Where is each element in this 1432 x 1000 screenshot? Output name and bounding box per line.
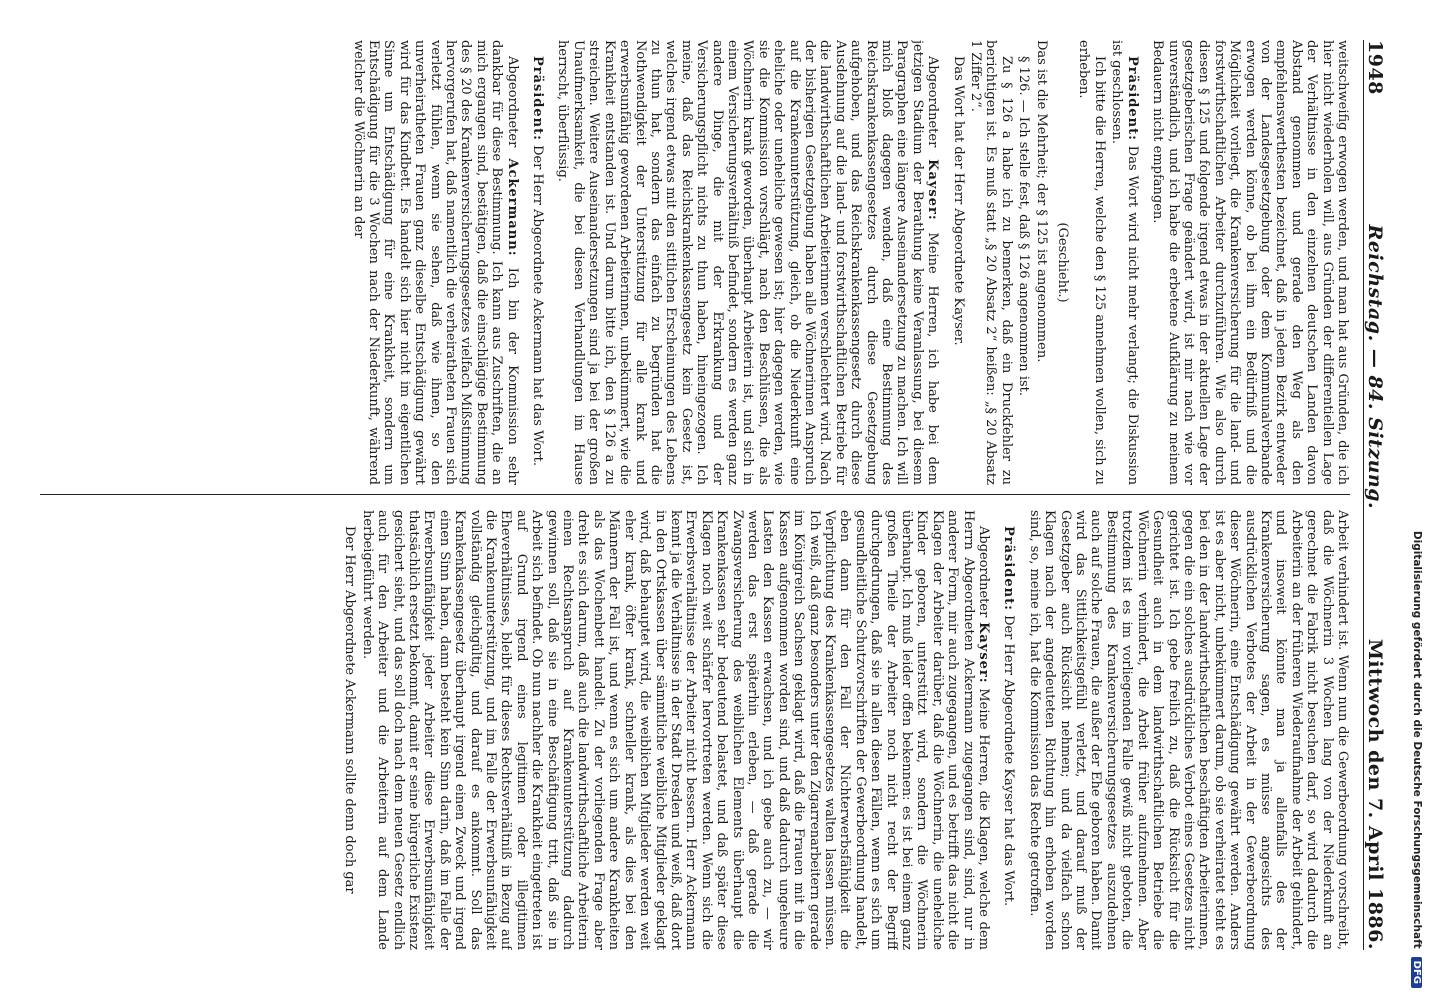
speech-text: Meine Herren, ich habe bei dem jetzigen Stadium der Berathung keine Veranlassung, bei diesem Paragraphen eine längere Auseinandersetzung zu machen. Ich will mich bloß dagegen wenden, daß eine Bestimmung des Reichskrankenkassengesetzes durch diese Gesetzgebung aufgehoben, und das Reichskrankenkassengesetz durch diese Ausdehnung auf die land- und forstwirthschaftlichen Betriebe für die landwirthschaftlichen Arbeiterinnen verschlechtert wird. Nach der bisherigen Gesetzgebung haben alle Wöchnerinnen Anspruch auf die Krankenunterstützung, gleich, ob die Niederkunft eine eheliche oder uneheliche gewesen ist; hier dagegen werden, wie sie die Kommission vorschlägt, nach den Beschlüssen, die als Wöchnerin krank geworden, überhaupt Arbeiterin ist, und sich in einem Versicherungsverhältniß befindet, sondern es werden ganz andere Dinge, die mit der Erkrankung und der Versicherungspflicht nichts zu thun haben, hineingezogen. Ich meine, daß das Reichskrankenkassengesetz kein Gesetz ist, welches irgend etwas mit den sittlichen Erscheinungen des Lebens zu thun hat, sondern das einfach zu begründen hat die Nothwendigkeit der Unterstützung für alle krank und erwerbsunfähig gewordenen Arbeiterinnen, unbekümmert, wie die Krankheit entstanden ist. Und darum bitte ich, den § 126 a zu streichen. Weitere Auseinandersetzungen sind ja bei der großen Unaufmerksamkeit, die bei diesen Verhandlungen im Hause herrscht, überflüssig. bbox=[555, 40, 941, 485]
paragraph-gap bbox=[1140, 40, 1148, 485]
body-paragraph: § 126. — Ich stelle fest, daß § 126 angenommen ist. bbox=[1016, 56, 1032, 396]
paragraph-gap bbox=[940, 40, 948, 485]
text-column-left bbox=[30, 40, 1350, 485]
body-paragraph: Der Herr Abgeordnete Ackermann sollte denn doch gar bbox=[342, 526, 358, 894]
page-header bbox=[1363, 40, 1392, 950]
speaker-title: Abgeordneter bbox=[976, 526, 992, 618]
speaker-name: Kayser: bbox=[976, 622, 992, 684]
credit-text: Digitalisierung gefördert durch die Deutsche Forschungsgemeinschaft bbox=[1411, 530, 1423, 949]
paragraph-gap bbox=[520, 40, 528, 485]
speaker-name: Präsident: bbox=[1001, 526, 1017, 611]
column-divider bbox=[40, 494, 1350, 495]
paragraph-gap bbox=[991, 510, 999, 950]
speech-paragraph bbox=[1109, 40, 1140, 485]
digitization-credit bbox=[1402, 0, 1432, 1000]
speech-paragraph bbox=[530, 40, 545, 485]
page-date: Mittwoch den 7. April 1886. bbox=[1364, 638, 1386, 950]
speech-text: Der Herr Abgeordnete Kayser hat das Wort. bbox=[1001, 615, 1017, 907]
speech-paragraph bbox=[359, 510, 991, 950]
stage-direction: (Geschieht.) bbox=[1055, 222, 1071, 303]
speech-paragraph bbox=[350, 40, 519, 485]
speaker-title: Abgeordneter bbox=[504, 56, 520, 148]
body-paragraph: Zu § 126 a habe ich zu bemerken, daß ein Druckfehler zu berichtigen ist. Es muß statt „§ 20 Absatz 2“ heißen: „§ 20 Absatz 1 Ziffer 2“. bbox=[968, 40, 1014, 485]
speech-text: Ich bin der Kommission sehr dankbar für diese Bestimmung. Ich kann aus Zuschriften, die an mich ergangen sind, bestätigen, daß die einschlägige Bestimmung des § 20 des Krankenversicherungsgesetzes vielfach Mißstimmung hervorgerufen hat, daß namentlich die verheiratheten Frauen sich verletzt fühlen, wenn sie sehen, daß wie ihnen, so den unverheiratheten Frauen ganz dieselbe Entschädigung gewährt wird für das Kindbett. Es handelt sich hier nicht im eigentlichen Sinne um Entschädigung für eine Krankheit, sondern um Entschädigung für die 3 Wochen nach der Niederkunft, während welcher die Wöchnerin an der bbox=[350, 40, 520, 485]
body-paragraph: Arbeit verhindert ist. Wenn nun die Gewerbeordnung vorschreibt, daß die Wöchnerin 3 Wochen lang von der Niederkunft an gerechnet die Fabrik nicht besuchen darf, so wird dadurch die Arbeiterin an der früheren Wiederaufnahme der Arbeit gehindert, und insoweit könnte man ja allenfalls des der Krankenversicherung sagen, es müsse angesichts des ausdrücklichen Verbotes der Arbeit in der Gewerbeordnung dieser Wöchnerin, eine Entschädigung gewährt werden. Anders ist es aber nicht, unbekümmert darum, ob sie verheiratet steht es bei den in der landwirthschaftlichen beschäftigten Arbeiterinnen, gegen die ein solches ausdrückliches Verbot eines Gesetzes nicht gerichtet ist. Ich gebe freilich zu, daß die Rücksicht für die Gesundheit auch in dem landwirthschaftlichen Betriebe die Wöchnerin verhindert, die Arbeit früher aufzunehmen. Aber trotzdem ist es im vorliegenden Falle gewiß nicht geboten, die Bestimmung des Krankenversicherungsgesetzes auszudehnen auch auf solche Frauen, die außer der Ehe geboren haben. Damit wird das Sittlichkeitsgefühl verletzt, und darauf muß der Gesetzgeber auch Rücksicht nehmen; und da vielfach schon Klagen nach der angedeuteten Richtung hin erhoben worden sind, so, meine ich, hat die Kommission das Rechte getroffen. bbox=[1026, 510, 1350, 950]
body-paragraph: Ich bitte die Herren, welche den § 125 annehmen wollen, sich zu erheben. bbox=[1076, 40, 1107, 485]
body-paragraph: Das Wort hat der Herr Abgeordnete Kayser. bbox=[950, 56, 966, 346]
speech-paragraph bbox=[555, 40, 940, 485]
paragraph-gap bbox=[545, 40, 553, 485]
speaker-name: Kayser: bbox=[925, 159, 941, 221]
speech-text: Meine Herren, die Klagen, welche dem Herrn Abgeordneten Ackermann zugegangen sind, sind, nur in anderer Form, mir auch zugegangen, und es betrifft das nicht die Klagen der Arbeiter darüber, daß die Wöchnerin, die uneheliche Kinder geboren, unterstützt wird, sondern die Wöchnerin überhaupt. Ich muß leider offen bekennen: es ist bei einem ganz großen Theile der Arbeiter noch nicht recht der Begriff durchgedrungen, daß sie in allen diesen Fällen, wenn es sich um gesundheitliche Schutzvorschriften der Gewerbeordnung handelt, eben dann für den Fall der Nichterwerbsfähigkeit die Verpflichtung des Krankenkassengesetzes walten lassen müssen. Ich weiß, daß ganz besonders unter den Zigarrenarbeitern gerade im Königreich Sachsen geklagt wird, daß die Frauen mit in die Kassen aufgenommen worden sind, und daß dadurch ungeheure Lasten den Kassen erwachsen, und ich gebe auch zu, — wir werden das erst späterhin erleben, — daß gerade die Zwangsversicherung des weiblichen Elements überhaupt die Krankenkassen sehr bedeutend belastet, und daß später diese Klagen noch weit schärfer hervortreten werden. Wenn sich die Erwerbsverhältnisse der Arbeiter nicht bessern. Herr Ackermann kennt ja die Verhältnisse in der Stadt Dresden und weiß, daß dort in den Ortskassen über sämmtliche weibliche Mitglieder geklagt wird, daß behauptet wird, die weiblichen Mitglieder werden weit eher krank, öfter krank, schneller krank, als dies bei den Männern der Fall ist, und wenn es sich um andere Krankheiten als das Wochenbett handelt. Zu der vorliegenden Frage aber dreht es sich darum, daß auch die landwirthschaftliche Arbeiterin einen Rechtsanspruch auf Krankenunterstützung dadurch gewinnen soll, daß sie in eine Beschäftigung tritt, daß sie in Arbeit sich befindet. Ob nun nachher die Krankheit eingetreten ist auf Grund irgend eines legitimen oder illegitimen Eheverhältnisses, bleibt für dieses Rechtsverhältniß in Bezug auf die Krankenunterstützung, und im Falle der Erwerbsunfähigkeit vollständig gleichgültig, und darauf es ankommt. Soll das Krankenkassengesetz überhaupt irgend einen Zweck und irgend einen Sinn haben, dann besteht kein Sinn darin, daß im Falle der Erwerbsunfähigkeit jeder Arbeiter diese Erwerbsunfähigkeit thatsächlich ersetzt bekommt, damit er seine bürgerliche Existenz gesichert sieht, und das soll doch nach dem neuen Gesetz endlich auch für den Arbeiter und die Arbeiterin auf dem Lande herbeigeführt werden. bbox=[359, 510, 992, 950]
speech-paragraph bbox=[1001, 510, 1016, 950]
dfg-logo: DFG bbox=[1412, 957, 1423, 988]
body-paragraph: Das ist die Mehrheit; der § 125 ist angenommen. bbox=[1033, 40, 1049, 363]
speaker-name: Präsident: bbox=[1124, 56, 1140, 141]
speaker-name: Ackermann: bbox=[504, 158, 520, 257]
speech-text: Der Herr Abgeordnete Ackermann hat das Wort. bbox=[530, 145, 546, 466]
paragraph-gap bbox=[1016, 510, 1024, 950]
speaker-name: Präsident: bbox=[530, 56, 546, 141]
page-number: 1948 bbox=[1364, 40, 1386, 95]
speech-text: Das Wort wird nicht mehr verlangt; die Diskussion ist geschlossen. bbox=[1109, 40, 1140, 485]
page-title: Reichstag. — 84. Sitzung. bbox=[1364, 224, 1386, 510]
speaker-title: Abgeordneter bbox=[925, 56, 941, 148]
body-paragraph: weitschweifig erwogen werden, und man hat aus Gründen, die ich hier nicht wiederholen will, aus Gründen der differentiellen Lage der Verhältnisse in den einzelnen deutschen Landen davon Abstand genommen und gerade den Weg als den empfehlenswerthesten bezeichnet, daß in jedem Bezirk entweder von der Landesgesetzgebung oder dem Kommunalverbande erwogen werden könne, ob bei ihm ein Bedürfniß und die Möglichkeit vorliegt, die Krankenversicherung für die land- und forstwirthschaftlichen Arbeiter durchzuführen. Wie also durch diesen § 125 und folgende irgend etwas in der aktuellen Lage der gesetzgeberischen Frage geändert wird, ist mir nach wie vor unverständlich, und ich habe die erbetene Aufklärung zu meinem Bedauern nicht empfangen. bbox=[1150, 40, 1350, 485]
text-column-right bbox=[30, 510, 1350, 950]
